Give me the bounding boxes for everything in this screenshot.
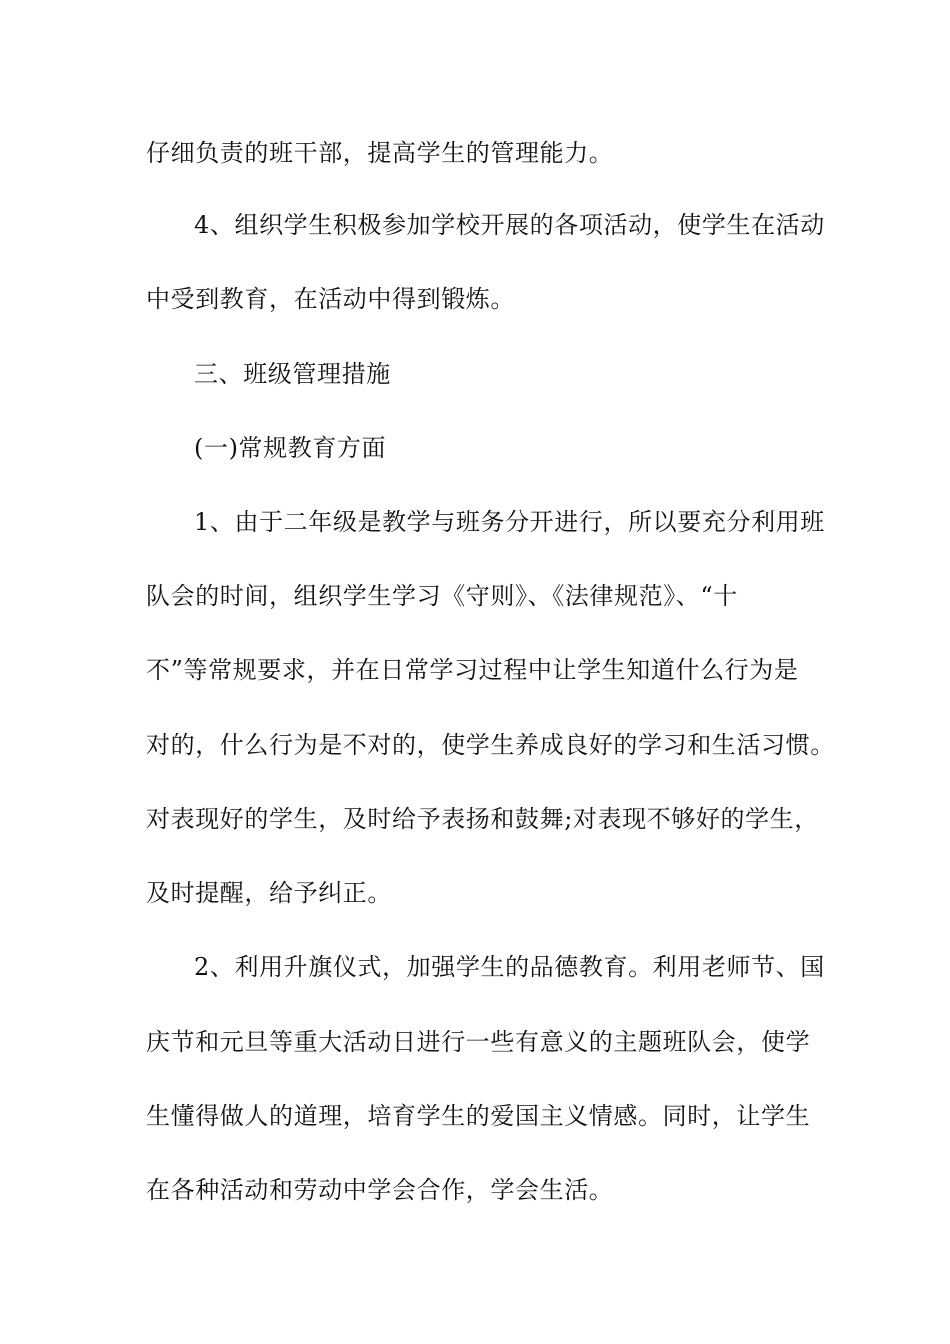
text-line-13: 庆节和元旦等重大活动日进行一些有意义的主题班队会，使学	[146, 1028, 811, 1056]
text-line-8: 不”等常规要求，并在日常学习过程中让学生知道什么行为是	[146, 656, 799, 684]
text-line-2: 4、组织学生积极参加学校开展的各项活动，使学生在活动	[194, 211, 825, 239]
text-line-14: 生懂得做人的道理，培育学生的爱国主义情感。同时，让学生	[146, 1102, 811, 1130]
text-line-6: 1、由于二年级是教学与班务分开进行，所以要充分利用班	[194, 508, 825, 536]
text-line-15: 在各种活动和劳动中学会合作，学会生活。	[146, 1176, 614, 1204]
text-line-1: 仔细负责的班干部，提高学生的管理能力。	[146, 139, 614, 167]
text-line-10: 对表现好的学生，及时给予表扬和鼓舞;对表现不够好的学生，	[146, 805, 819, 833]
text-line-11: 及时提醒，给予纠正。	[146, 879, 392, 907]
section-heading: 三、班级管理措施	[194, 360, 391, 388]
text-line-7: 队会的时间，组织学生学习《守则》、《法律规范》、“十	[146, 582, 738, 610]
text-line-9: 对的，什么行为是不对的，使学生养成良好的学习和生活习惯。	[146, 731, 835, 759]
text-line-12: 2、利用升旗仪式，加强学生的品德教育。利用老师节、国	[194, 953, 825, 981]
subsection-heading: (一)常规教育方面	[194, 434, 387, 462]
text-line-3: 中受到教育，在活动中得到锻炼。	[146, 285, 515, 313]
